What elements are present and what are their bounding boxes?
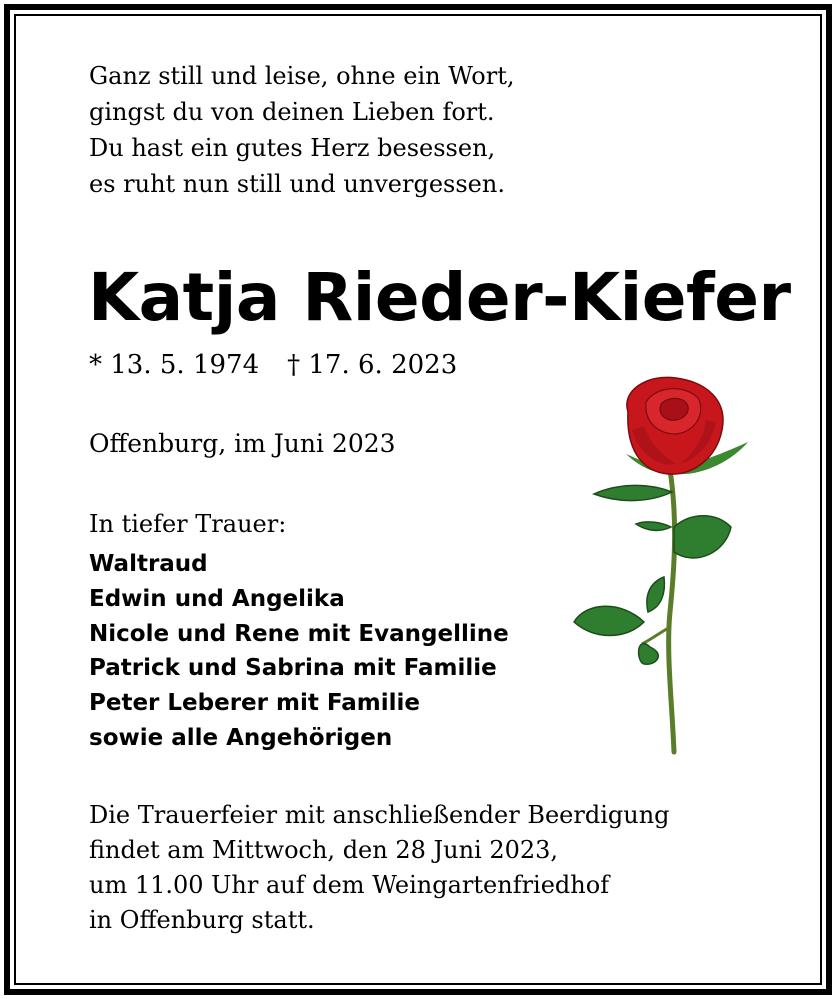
poem-line: gingst du von deinen Lieben fort.	[89, 98, 495, 126]
service-line: findet am Mittwoch, den 28 Juni 2023,	[89, 836, 559, 864]
mourner-name: Peter Leberer mit Familie	[89, 690, 420, 717]
poem-line: Ganz still und leise, ohne ein Wort,	[89, 62, 515, 90]
place-and-date: Offenburg, im Juni 2023	[89, 429, 396, 458]
mourner-name: Waltraud	[89, 551, 208, 577]
deceased-name: Katja Rieder-Kiefer	[88, 259, 791, 336]
poem-line: Du hast ein gutes Herz besessen,	[89, 134, 496, 162]
mourner-name: Edwin und Angelika	[89, 585, 345, 612]
mourner-name: Patrick und Sabrina mit Familie	[89, 655, 497, 682]
service-line: in Offenburg statt.	[89, 906, 315, 934]
mourner-name: sowie alle Angehörigen	[89, 724, 393, 751]
red-rose-icon	[566, 372, 756, 757]
mourner-name: Nicole und Rene mit Evangelline	[89, 620, 509, 647]
life-dates	[89, 345, 457, 385]
death-date: † 17. 6. 2023	[287, 350, 458, 380]
funeral-service-info	[89, 798, 670, 938]
service-line: um 11.00 Uhr auf dem Weingartenfriedhof	[89, 871, 610, 899]
service-line: Die Trauerfeier mit anschließender Beerdigung	[89, 801, 670, 829]
poem	[89, 58, 514, 202]
birth-date: * 13. 5. 1974	[89, 350, 260, 380]
poem-line: es ruht nun still und unvergessen.	[89, 170, 505, 198]
mourners-list	[89, 547, 509, 756]
mourning-heading: In tiefer Trauer:	[89, 510, 287, 538]
